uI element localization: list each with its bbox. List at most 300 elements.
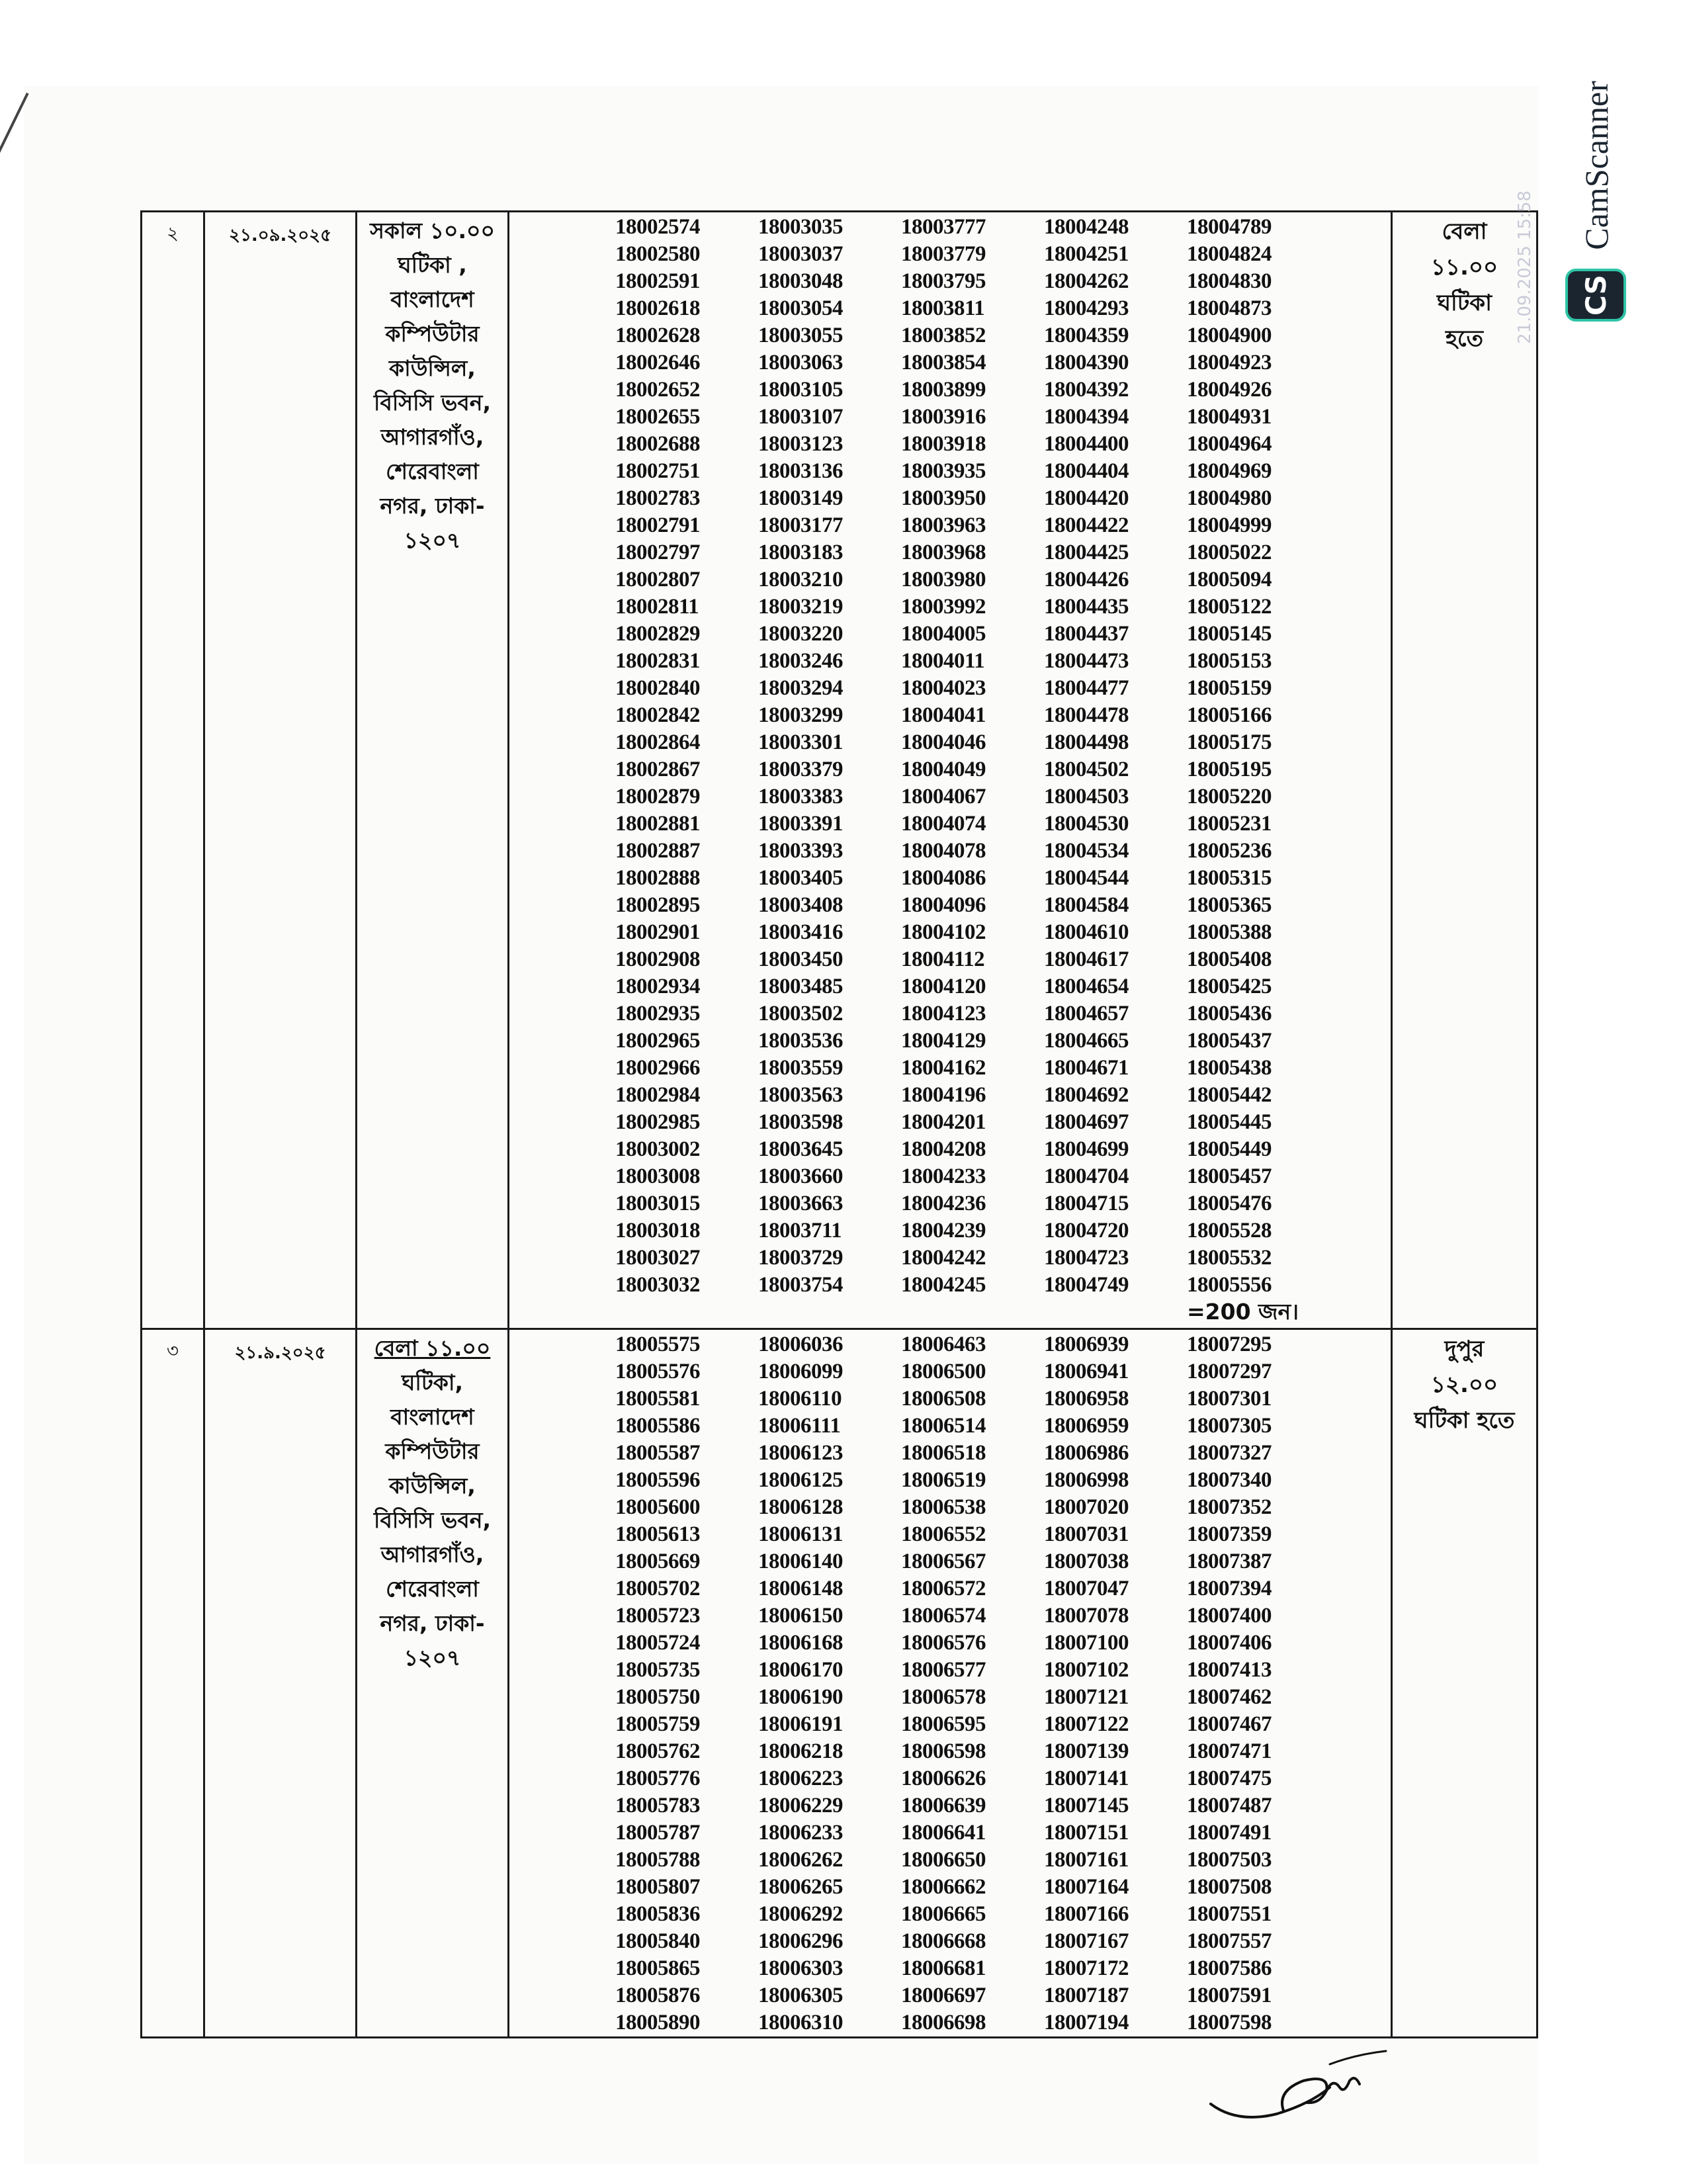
roll-number: 18004697	[1044, 1110, 1129, 1134]
roll-number: 18006500	[901, 1360, 986, 1383]
roll-number: 18004394	[1044, 405, 1129, 429]
roll-number: 18003055	[758, 324, 843, 347]
roll-number: 18004067	[901, 785, 986, 808]
roll-number: 18004503	[1044, 785, 1129, 808]
roll-number: 18006567	[901, 1550, 986, 1573]
roll-number: 18004420	[1044, 486, 1129, 510]
roll-number: 18004102	[901, 920, 986, 944]
reporting-time-cell	[1392, 1329, 1537, 2038]
roll-number: 18004478	[1044, 703, 1129, 727]
roll-number: 18004789	[1187, 215, 1272, 239]
roll-column	[1187, 1331, 1330, 2036]
roll-number: 18005759	[615, 1712, 700, 1736]
schedule-row	[142, 1329, 1537, 2038]
roll-number: 18006305	[758, 1984, 843, 2007]
roll-number: 18007462	[1187, 1685, 1272, 1709]
roll-number: 18002965	[615, 1029, 700, 1053]
roll-number: 18002574	[615, 215, 700, 239]
roll-number: 18007031	[1044, 1522, 1129, 1546]
roll-number: 18003559	[758, 1056, 843, 1080]
roll-number: 18004208	[901, 1137, 986, 1161]
roll-number: 18007145	[1044, 1794, 1129, 1817]
roll-number: 18004392	[1044, 378, 1129, 402]
roll-number: 18005724	[615, 1631, 700, 1655]
roll-number: 18003048	[758, 269, 843, 293]
roll-number: 18003660	[758, 1164, 843, 1188]
roll-number: 18004931	[1187, 405, 1272, 429]
roll-number: 18003294	[758, 676, 843, 700]
roll-column	[1044, 1331, 1187, 2036]
roll-number: 18005776	[615, 1767, 700, 1790]
roll-number: 18006296	[758, 1929, 843, 1953]
roll-number: 18005783	[615, 1794, 700, 1817]
roll-number: 18007167	[1044, 1929, 1129, 1953]
roll-number: 18003598	[758, 1110, 843, 1134]
roll-number: 18004617	[1044, 947, 1129, 971]
roll-number: 18004830	[1187, 269, 1272, 293]
roll-number: 18005575	[615, 1332, 700, 1356]
roll-number: 18004720	[1044, 1219, 1129, 1243]
reporting-time-line: ১২.০০	[1430, 1372, 1498, 1398]
roll-number: 18002895	[615, 893, 700, 917]
roll-number: 18004239	[901, 1219, 986, 1243]
roll-number: 18006310	[758, 2011, 843, 2034]
roll-number: 18004359	[1044, 324, 1129, 347]
venue-line: কম্পিউটার	[385, 321, 480, 347]
roll-number: 18003450	[758, 947, 843, 971]
roll-number: 18007352	[1187, 1495, 1272, 1519]
venue-line: বেলা ১১.০০	[374, 1335, 491, 1361]
roll-number: 18006218	[758, 1739, 843, 1763]
roll-number: 18006223	[758, 1767, 843, 1790]
roll-number: 18003210	[758, 568, 843, 591]
reporting-time-cell	[1392, 212, 1537, 1329]
roll-number: 18006168	[758, 1631, 843, 1655]
roll-number: 18003246	[758, 649, 843, 673]
roll-number: 18003105	[758, 378, 843, 402]
schedule-row	[142, 212, 1537, 1329]
roll-column	[1187, 214, 1330, 1299]
roll-number: 18003299	[758, 703, 843, 727]
roll-column	[615, 1331, 758, 2036]
venue-line: সকাল ১০.০০	[370, 218, 495, 243]
roll-number: 18005581	[615, 1387, 700, 1411]
roll-number: 18003916	[901, 405, 986, 429]
reporting-time-line: ঘটিকা হতে	[1414, 1407, 1515, 1434]
roll-number: 18004926	[1187, 378, 1272, 402]
camscanner-logo-icon: CS	[1565, 269, 1626, 322]
roll-number: 18006697	[901, 1984, 986, 2007]
roll-number: 18002985	[615, 1110, 700, 1134]
roll-number: 18007598	[1187, 2011, 1272, 2034]
roll-number: 18003854	[901, 351, 986, 374]
roll-number: 18004544	[1044, 866, 1129, 890]
reporting-time-line: বেলা	[1442, 218, 1487, 245]
roll-number: 18002655	[615, 405, 700, 429]
roll-number: 18004671	[1044, 1056, 1129, 1080]
roll-number: 18005445	[1187, 1110, 1272, 1134]
roll-number: 18005596	[615, 1468, 700, 1492]
roll-number: 18003027	[615, 1246, 700, 1270]
roll-number: 18006650	[901, 1848, 986, 1872]
roll-number: 18005220	[1187, 785, 1272, 808]
roll-number: 18006519	[901, 1468, 986, 1492]
roll-number: 18003379	[758, 758, 843, 781]
roll-number: 18007503	[1187, 1848, 1272, 1872]
roll-number: 18006598	[901, 1739, 986, 1763]
roll-number: 18003485	[758, 975, 843, 998]
roll-number: 18004873	[1187, 296, 1272, 320]
roll-number: 18003149	[758, 486, 843, 510]
roll-number: 18007047	[1044, 1577, 1129, 1600]
roll-number: 18002887	[615, 839, 700, 863]
time-venue-cell	[357, 212, 509, 1329]
roll-number: 18007139	[1044, 1739, 1129, 1763]
roll-column	[901, 214, 1044, 1299]
roll-number: 18004049	[901, 758, 986, 781]
roll-number: 18003032	[615, 1273, 700, 1297]
roll-number: 18006131	[758, 1522, 843, 1546]
roll-number: 18005865	[615, 1956, 700, 1980]
roll-number: 18004086	[901, 866, 986, 890]
roll-number: 18002791	[615, 513, 700, 537]
roll-number: 18004162	[901, 1056, 986, 1080]
roll-number: 18005762	[615, 1739, 700, 1763]
roll-number: 18006626	[901, 1767, 986, 1790]
total-candidates-note: =200 জন।	[1187, 1299, 1299, 1325]
roll-number: 18002879	[615, 785, 700, 808]
roll-number: 18007187	[1044, 1984, 1129, 2007]
roll-number: 18006998	[1044, 1468, 1129, 1492]
roll-number: 18006941	[1044, 1360, 1129, 1383]
roll-number: 18007327	[1187, 1441, 1272, 1465]
roll-number: 18006150	[758, 1604, 843, 1628]
roll-number: 18003002	[615, 1137, 700, 1161]
roll-column	[1044, 214, 1187, 1299]
roll-number: 18003018	[615, 1219, 700, 1243]
roll-number: 18003123	[758, 432, 843, 456]
venue-line: বাংলাদেশ	[390, 286, 474, 312]
roll-number: 18004293	[1044, 296, 1129, 320]
roll-number: 18006140	[758, 1550, 843, 1573]
roll-number: 18003980	[901, 568, 986, 591]
roll-number: 18006036	[758, 1332, 843, 1356]
roll-number: 18004723	[1044, 1246, 1129, 1270]
roll-number: 18005528	[1187, 1219, 1272, 1243]
roll-number: 18006110	[758, 1387, 842, 1411]
reporting-time-line: ঘটিকা	[1437, 290, 1492, 316]
venue-line: নগর, ঢাকা-	[380, 493, 485, 519]
roll-number: 18006639	[901, 1794, 986, 1817]
roll-number: 18002797	[615, 541, 700, 564]
roll-number: 18003992	[901, 595, 986, 619]
roll-number: 18003301	[758, 730, 843, 754]
roll-number: 18007551	[1187, 1902, 1272, 1926]
venue-line: কাউন্সিল,	[389, 1473, 476, 1499]
roll-number: 18005750	[615, 1685, 700, 1709]
roll-number: 18005476	[1187, 1192, 1272, 1215]
roll-number: 18005425	[1187, 975, 1272, 998]
reporting-time-line: হতে	[1445, 326, 1484, 352]
roll-number: 18007413	[1187, 1658, 1272, 1682]
roll-number: 18006233	[758, 1821, 843, 1845]
roll-number: 18005586	[615, 1414, 700, 1438]
roll-number: 18004584	[1044, 893, 1129, 917]
roll-number: 18007586	[1187, 1956, 1272, 1980]
roll-number: 18004201	[901, 1110, 986, 1134]
roll-number: 18006262	[758, 1848, 843, 1872]
roll-number: 18003918	[901, 432, 986, 456]
roll-number: 18006959	[1044, 1414, 1129, 1438]
roll-number: 18004023	[901, 676, 986, 700]
roll-number: 18004502	[1044, 758, 1129, 781]
roll-number: 18006508	[901, 1387, 986, 1411]
roll-number: 18004005	[901, 622, 986, 646]
venue-line: বিসিসি ভবন,	[374, 390, 491, 415]
roll-number: 18007301	[1187, 1387, 1272, 1411]
roll-number: 18006681	[901, 1956, 986, 1980]
roll-number: 18007487	[1187, 1794, 1272, 1817]
roll-number: 18003950	[901, 486, 986, 510]
roll-number: 18005723	[615, 1604, 700, 1628]
roll-number: 18004245	[901, 1273, 986, 1297]
roll-number: 18004999	[1187, 513, 1272, 537]
roll-number: 18005788	[615, 1848, 700, 1872]
roll-number: 18007406	[1187, 1631, 1272, 1655]
roll-number: 18005669	[615, 1550, 700, 1573]
roll-number: 18005613	[615, 1522, 700, 1546]
roll-number: 18007164	[1044, 1875, 1129, 1899]
roll-number: 18007297	[1187, 1360, 1272, 1383]
serial-cell: ৩	[142, 1329, 204, 2038]
roll-number: 18003393	[758, 839, 843, 863]
roll-number: 18006698	[901, 2011, 986, 2034]
roll-number: 18007141	[1044, 1767, 1129, 1790]
roll-number: 18007102	[1044, 1658, 1129, 1682]
roll-number: 18002688	[615, 432, 700, 456]
roll-number: 18007557	[1187, 1929, 1272, 1953]
roll-number: 18006123	[758, 1441, 843, 1465]
roll-number: 18005438	[1187, 1056, 1272, 1080]
roll-number: 18004692	[1044, 1083, 1129, 1107]
roll-number: 18007340	[1187, 1468, 1272, 1492]
roll-column	[758, 1331, 901, 2036]
roll-number: 18005840	[615, 1929, 700, 1953]
roll-number: 18002864	[615, 730, 700, 754]
reporting-time-line: দুপুর	[1444, 1336, 1485, 1362]
roll-number: 18002881	[615, 812, 700, 836]
roll-number: 18004074	[901, 812, 986, 836]
venue-line: নগর, ঢাকা-	[380, 1610, 485, 1636]
roll-number: 18005735	[615, 1658, 700, 1682]
roll-number: 18003136	[758, 459, 843, 483]
roll-number: 18007508	[1187, 1875, 1272, 1899]
roll-number: 18007305	[1187, 1414, 1272, 1438]
roll-number: 18004404	[1044, 459, 1129, 483]
roll-number: 18005388	[1187, 920, 1272, 944]
serial-cell: ২	[142, 212, 204, 1329]
venue-line: শেরেবাংলা	[386, 1576, 479, 1602]
roll-number: 18003935	[901, 459, 986, 483]
roll-number: 18005195	[1187, 758, 1272, 781]
roll-number: 18003183	[758, 541, 843, 564]
roll-number: 18007471	[1187, 1739, 1272, 1763]
roll-number: 18003037	[758, 242, 843, 266]
roll-number: 18005532	[1187, 1246, 1272, 1270]
roll-number: 18004096	[901, 893, 986, 917]
roll-number: 18005236	[1187, 839, 1272, 863]
roll-number: 18004425	[1044, 541, 1129, 564]
roll-number: 18004964	[1187, 432, 1272, 456]
roll-number: 18002811	[615, 595, 699, 619]
roll-number: 18007078	[1044, 1604, 1129, 1628]
exam-date-cell: ২১.০৯.২০২৫	[204, 212, 357, 1329]
venue-line: কাউন্সিল,	[389, 355, 476, 381]
roll-number: 18006170	[758, 1658, 843, 1682]
roll-numbers-grid	[509, 1330, 1391, 2036]
roll-number: 18003852	[901, 324, 986, 347]
roll-number: 18002842	[615, 703, 700, 727]
roll-number: 18006538	[901, 1495, 986, 1519]
roll-number: 18002908	[615, 947, 700, 971]
exam-date-cell: ২১.৯.২০২৫	[204, 1329, 357, 2038]
roll-number: 18004120	[901, 975, 986, 998]
roll-number: 18004657	[1044, 1002, 1129, 1026]
roll-number: 18007295	[1187, 1332, 1272, 1356]
roll-number: 18003899	[901, 378, 986, 402]
roll-number: 18005153	[1187, 649, 1272, 673]
roll-number: 18005408	[1187, 947, 1272, 971]
roll-number: 18005122	[1187, 595, 1272, 619]
roll-number: 18004196	[901, 1083, 986, 1107]
roll-number: 18003795	[901, 269, 986, 293]
roll-number: 18007038	[1044, 1550, 1129, 1573]
roll-number: 18003015	[615, 1192, 700, 1215]
venue-line: বাংলাদেশ	[390, 1404, 474, 1430]
roll-number: 18007194	[1044, 2011, 1129, 2034]
roll-number: 18006572	[901, 1577, 986, 1600]
roll-number: 18004923	[1187, 351, 1272, 374]
roll-number: 18005437	[1187, 1029, 1272, 1053]
roll-number: 18005836	[615, 1902, 700, 1926]
roll-number: 18003754	[758, 1273, 843, 1297]
roll-number: 18006125	[758, 1468, 843, 1492]
roll-number: 18004473	[1044, 649, 1129, 673]
roll-number: 18002984	[615, 1083, 700, 1107]
roll-number: 18006514	[901, 1414, 986, 1438]
roll-number: 18006303	[758, 1956, 843, 1980]
roll-number: 18005600	[615, 1495, 700, 1519]
roll-number: 18004078	[901, 839, 986, 863]
roll-number: 18006265	[758, 1875, 843, 1899]
roll-number: 18003811	[901, 296, 985, 320]
roll-number: 18006641	[901, 1821, 986, 1845]
roll-column	[615, 214, 758, 1299]
roll-number: 18006662	[901, 1875, 986, 1899]
roll-number: 18002829	[615, 622, 700, 646]
roll-number: 18007100	[1044, 1631, 1129, 1655]
time-venue-cell	[357, 1329, 509, 2038]
roll-number: 18003536	[758, 1029, 843, 1053]
roll-number: 18003177	[758, 513, 843, 537]
roll-number: 18004530	[1044, 812, 1129, 836]
roll-number: 18002618	[615, 296, 700, 320]
roll-number: 18004665	[1044, 1029, 1129, 1053]
roll-number: 18006668	[901, 1929, 986, 1953]
roll-number: 18005457	[1187, 1164, 1272, 1188]
roll-number: 18006574	[901, 1604, 986, 1628]
roll-number: 18005556	[1187, 1273, 1272, 1297]
roll-number: 18004715	[1044, 1192, 1129, 1215]
roll-number: 18002901	[615, 920, 700, 944]
roll-number: 18002934	[615, 975, 700, 998]
roll-number: 18005094	[1187, 568, 1272, 591]
roll-number: 18005442	[1187, 1083, 1272, 1107]
roll-number: 18007467	[1187, 1712, 1272, 1736]
venue-line: কম্পিউটার	[385, 1438, 480, 1464]
roll-number: 18003416	[758, 920, 843, 944]
roll-number: 18002966	[615, 1056, 700, 1080]
roll-number: 18004900	[1187, 324, 1272, 347]
roll-number: 18005587	[615, 1441, 700, 1465]
roll-number: 18003563	[758, 1083, 843, 1107]
roll-number: 18004610	[1044, 920, 1129, 944]
roll-column	[758, 214, 901, 1299]
roll-number: 18003054	[758, 296, 843, 320]
roll-number: 18004980	[1187, 486, 1272, 510]
roll-number: 18007166	[1044, 1902, 1129, 1926]
roll-number: 18005166	[1187, 703, 1272, 727]
roll-number: 18006958	[1044, 1387, 1129, 1411]
roll-number: 18007172	[1044, 1956, 1129, 1980]
venue-line: ঘটিকা,	[402, 1370, 463, 1395]
roll-number: 18005145	[1187, 622, 1272, 646]
roll-number: 18002646	[615, 351, 700, 374]
roll-number: 18003219	[758, 595, 843, 619]
roll-number: 18005876	[615, 1984, 700, 2007]
roll-number: 18004749	[1044, 1273, 1129, 1297]
roll-number: 18007020	[1044, 1495, 1129, 1519]
roll-number: 18006595	[901, 1712, 986, 1736]
roll-number: 18002867	[615, 758, 700, 781]
roll-number: 18007161	[1044, 1848, 1129, 1872]
roll-number: 18006148	[758, 1577, 843, 1600]
roll-column	[901, 1331, 1044, 2036]
roll-number: 18006939	[1044, 1332, 1129, 1356]
venue-line: আগারগাঁও,	[380, 1542, 484, 1567]
signature-icon	[1197, 2025, 1389, 2144]
roll-number: 18003035	[758, 215, 843, 239]
roll-number: 18005175	[1187, 730, 1272, 754]
roll-number: 18007122	[1044, 1712, 1129, 1736]
roll-number: 18005576	[615, 1360, 700, 1383]
roll-number: 18004248	[1044, 215, 1129, 239]
venue-line: ১২০৭	[404, 1645, 461, 1671]
roll-numbers-grid	[509, 212, 1391, 1299]
roll-number: 18002840	[615, 676, 700, 700]
roll-number: 18003729	[758, 1246, 843, 1270]
roll-number: 18003963	[901, 513, 986, 537]
roll-number: 18003008	[615, 1164, 700, 1188]
roll-number: 18002888	[615, 866, 700, 890]
roll-number: 18006099	[758, 1360, 843, 1383]
roll-number: 18006578	[901, 1685, 986, 1709]
roll-number: 18006128	[758, 1495, 843, 1519]
roll-number: 18004534	[1044, 839, 1129, 863]
roll-number: 18005159	[1187, 676, 1272, 700]
roll-number: 18003779	[901, 242, 986, 266]
roll-number: 18005449	[1187, 1137, 1272, 1161]
